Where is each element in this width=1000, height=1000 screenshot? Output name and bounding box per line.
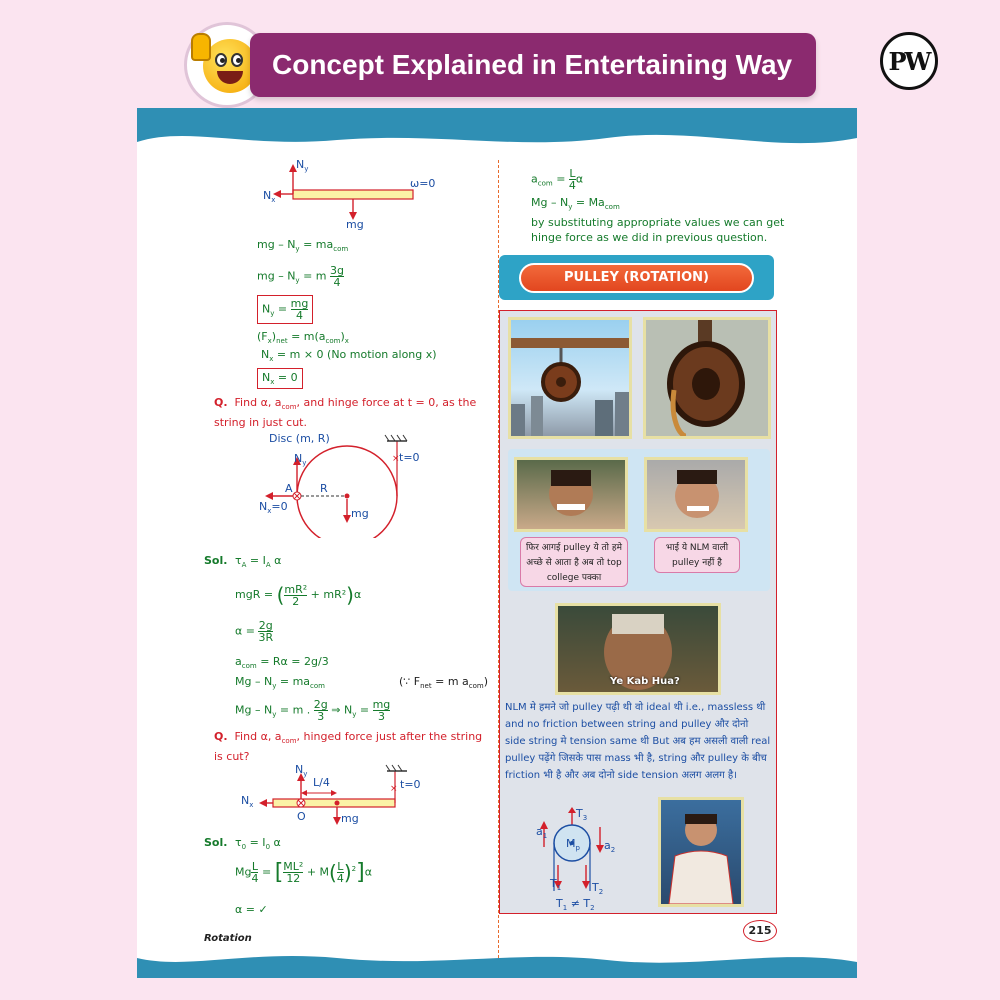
sol1-note: (∵ $F_{net} = m$ $a_{com}$) [399, 675, 489, 691]
footer-chapter: Rotation [204, 933, 252, 944]
disc-diagram [257, 433, 432, 538]
solution-1-label: Sol. [204, 554, 228, 567]
question-2: Q. Find α, $a_{com}$, hinged force just after the string is cut? [214, 730, 483, 764]
result-box-nx: $N_x = 0$ [257, 368, 303, 389]
sol2-eq1: $\tau_0 = I_0$ α [235, 836, 281, 852]
meme-photo-1 [514, 457, 628, 532]
pd-a2-label: $a_2$ [604, 839, 616, 855]
smiley-face-icon [203, 39, 257, 93]
d2-a-label: A [285, 482, 293, 495]
pulley-photo-1 [508, 317, 632, 439]
right-text: by substituting appropriate values we can get hinge force as we did in previous question. [531, 216, 785, 244]
sol1-eq1: $\tau_A = I_A$ α [235, 554, 282, 570]
d3-l4-label: L/4 [313, 776, 330, 789]
sol1-eq2: mgR = ( $\frac{\text{mR²}}{2}$ + mR²)α [235, 582, 362, 608]
disc-label: Disc (m, R) [269, 432, 330, 445]
d1-nx-label: $N_x$ [263, 189, 276, 205]
d2-t0-label: t=0 [399, 451, 420, 464]
d3-mg-label: mg [341, 812, 359, 825]
speech-bubble-2: भाई ये NLM वाली pulley नहीं है [654, 537, 740, 573]
result-box-ny: $N_y$ = $\frac{mg}{4}$ [257, 295, 313, 324]
sol2-eq3: α = ✓ [235, 903, 268, 916]
d2-nx-label: $N_x=0$ [259, 500, 288, 516]
meme-photo-3 [555, 603, 721, 695]
d1-omega-label: ω=0 [410, 177, 436, 190]
d2-mg-label: mg [351, 507, 369, 520]
section-title: PULLEY (ROTATION) [519, 263, 754, 293]
pd-t3-label: $T_3$ [576, 807, 588, 823]
sol2-eq2: Mg $\frac{L}{4}$ = [ $\frac{\text{ML²}}{12}$ + M( $\frac{L}{4}$ )$^2$]α [235, 860, 372, 885]
top-wave-decoration [137, 108, 857, 154]
d1-mg-label: mg [346, 218, 364, 231]
pd-mp-label: $M_p$ [566, 837, 580, 853]
right-eq1: $a_{com}$ = $\frac{L}{4}$ α [531, 167, 584, 192]
eq-3: $(F_x)_{net} = m(a_{com})_x$ [257, 330, 349, 346]
pd-a1-label: $a_1$ [536, 825, 548, 841]
meme-photo-2 [644, 457, 748, 532]
d2-r-label: R [320, 482, 328, 495]
pd-t1-label: $T_1$ [550, 877, 562, 893]
speech-bubble-1: फिर आगई pulley ये तो हमे अच्छे से आता है अब तो top college पक्का [520, 537, 628, 587]
eq-2: mg – $N_y = m$ $\frac{3g}{4}$ [257, 264, 344, 289]
solution-2-label: Sol. [204, 836, 228, 849]
d2-ny-label: $N_y$ [294, 452, 307, 468]
pw-logo: PW [880, 32, 938, 90]
header-banner [250, 33, 816, 97]
emoji-eye-left [215, 53, 227, 67]
sol1-eq4: $a_{com} = R\alpha = 2g/3$ [235, 655, 329, 671]
meme-photo-4 [658, 797, 744, 907]
pd-neq-label: $T_1 \ne T_2$ [556, 897, 595, 913]
page-number: 215 [743, 920, 777, 942]
pd-t2-label: $T_2$ [592, 881, 604, 897]
svg-text:×: × [392, 454, 400, 464]
svg-text:×: × [390, 784, 398, 794]
sol1-eq3: α = $\frac{2g}{3R}$ [235, 619, 274, 644]
thumb-icon [191, 33, 211, 61]
d3-t0-label: t=0 [400, 778, 421, 791]
banner-title: Concept Explained in Entertaining Way [272, 49, 793, 80]
book-page [137, 108, 857, 978]
meme-card-1 [508, 449, 770, 591]
emoji-eye-right [231, 53, 243, 67]
d3-nx-label: $N_x$ [241, 794, 254, 810]
section-banner [499, 255, 774, 300]
meme-caption: Ye Kab Hua? [610, 676, 680, 687]
sol1-eq5: $Mg - N_y = ma_{com}$ [235, 675, 325, 691]
pulley-panel [499, 310, 777, 914]
d3-o-label: O [297, 810, 306, 823]
question-1: Q. Find α, $a_{com}$, and hinge force at t = 0, as the string in just cut. [214, 396, 477, 430]
d3-ny-label: $N_y$ [295, 763, 308, 779]
eq-4: $N_x = m \times 0$ (No motion along x) [261, 348, 437, 364]
pulley-photo-2 [643, 317, 771, 439]
d1-ny-label: $N_y$ [296, 158, 309, 174]
right-eq2: $Mg - N_y = Ma_{com}$ [531, 196, 620, 212]
eq-1: mg – $N_y = ma_{com}$ [257, 238, 349, 254]
bottom-wave-decoration [137, 948, 857, 978]
pulley-paragraph: NLM मे हमने जो pulley पढ़ी थी वो ideal थी i.e., massless थी and no friction between string and pulley और दोनो side string मे tension same थी But अब हम असली वाली real pulley पढ़ेंगे जिसके पास mass भी है, string और pulley के बीच friction भी है और अब दोनो side tension अलग अलग है। [505, 702, 771, 781]
sol1-eq6: $Mg - N_y = m$ . $\frac{2g}{3}$ ⇒ $N_y$ = $\frac{mg}{3}$ [235, 698, 391, 723]
emoji-mouth [217, 71, 243, 84]
